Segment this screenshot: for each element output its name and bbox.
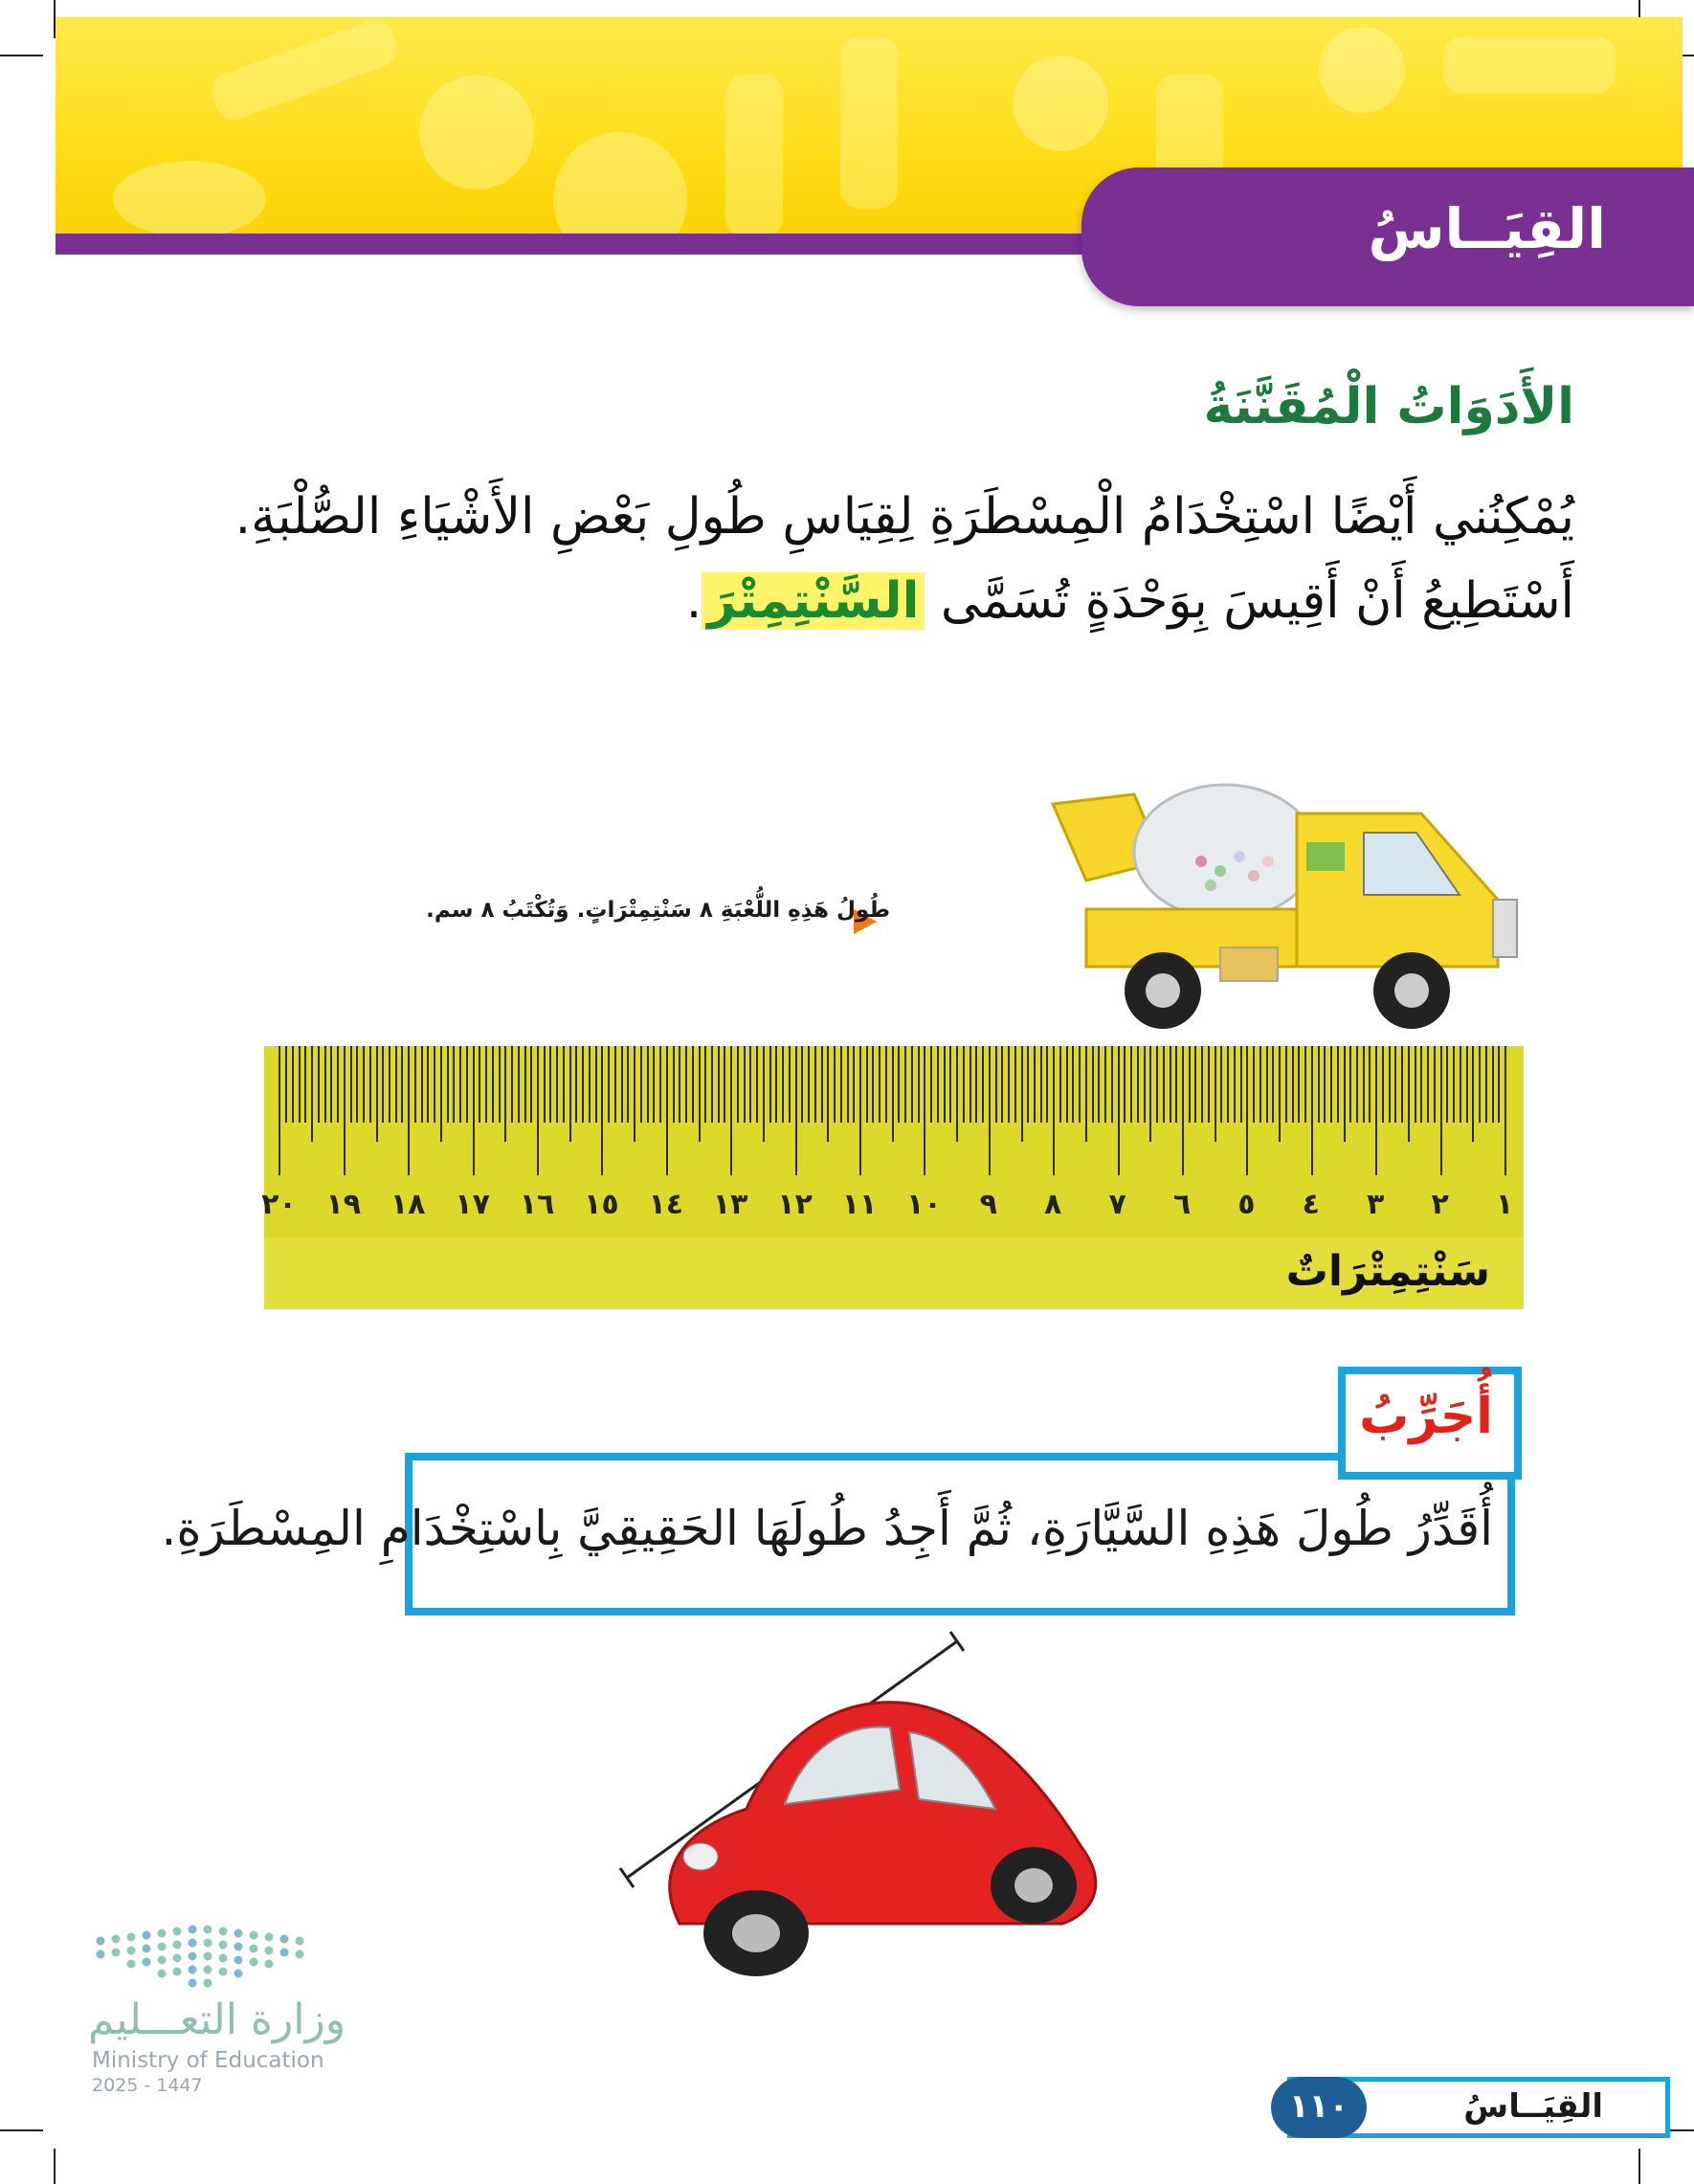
- ruler-tick: [1453, 1046, 1455, 1123]
- ruler-tick: [1072, 1046, 1074, 1123]
- ruler-tick: [330, 1046, 332, 1123]
- ruler-number: ١٢: [777, 1188, 813, 1221]
- ruler-tick: [1149, 1046, 1151, 1142]
- ruler-tick: [1446, 1046, 1448, 1123]
- ruler-tick: [1130, 1046, 1132, 1123]
- ruler-tick: [1215, 1046, 1216, 1142]
- ruler-tick: [344, 1046, 345, 1175]
- ruler-tick: [1227, 1046, 1229, 1123]
- ruler-tick: [504, 1046, 506, 1142]
- ruler-number: ١٨: [390, 1188, 426, 1221]
- ruler-number: ٢: [1431, 1188, 1449, 1221]
- ruler-tick: [1175, 1046, 1177, 1123]
- ruler-tick: [1156, 1046, 1158, 1123]
- ruler-tick: [1008, 1046, 1010, 1123]
- ruler-tick: [1040, 1046, 1042, 1123]
- ruler-tick: [1285, 1046, 1287, 1123]
- ruler-tick: [434, 1046, 435, 1123]
- ruler-tick: [389, 1046, 390, 1123]
- ruler-tick: [447, 1046, 449, 1123]
- ruler-tick: [1505, 1046, 1506, 1175]
- ruler-tick: [1001, 1046, 1003, 1123]
- ruler-tick: [699, 1046, 701, 1142]
- ruler-tick: [1311, 1046, 1313, 1175]
- ruler-tick: [376, 1046, 378, 1142]
- ruler-tick: [563, 1046, 565, 1123]
- ruler-tick: [1337, 1046, 1339, 1123]
- ruler-tick: [859, 1046, 861, 1175]
- ruler-tick: [1415, 1046, 1416, 1123]
- ruler-tick: [292, 1046, 294, 1123]
- chapter-title-tab: [1081, 167, 1694, 306]
- ruler-tick: [601, 1046, 603, 1175]
- crop-mark: [54, 2149, 56, 2184]
- ruler-tick: [1356, 1046, 1358, 1123]
- ruler-tick: [937, 1046, 939, 1123]
- ruler-tick: [511, 1046, 513, 1123]
- ruler-tick: [782, 1046, 784, 1123]
- ruler-tick: [801, 1046, 803, 1123]
- ruler-tick: [1208, 1046, 1210, 1123]
- ruler-number: ١: [1495, 1188, 1514, 1221]
- ruler-tick: [1492, 1046, 1494, 1123]
- ruler-tick: [356, 1046, 358, 1123]
- ruler-tick: [898, 1046, 900, 1123]
- ruler-tick: [544, 1046, 546, 1123]
- ruler-tick: [1304, 1046, 1306, 1123]
- ruler-tick: [1279, 1046, 1281, 1142]
- ruler-tick: [1104, 1046, 1106, 1123]
- ruler-number: ٢٠: [261, 1188, 297, 1221]
- ruler-tick: [1401, 1046, 1403, 1123]
- ministry-year: 2025 - 1447: [92, 2075, 203, 2096]
- ruler-tick: [885, 1046, 887, 1123]
- ruler-tick: [311, 1046, 313, 1142]
- ruler-tick: [892, 1046, 894, 1142]
- ruler-tick: [1369, 1046, 1371, 1123]
- ruler-number: ١٩: [325, 1188, 362, 1221]
- ruler-tick: [1201, 1046, 1203, 1123]
- ruler-tick: [485, 1046, 487, 1123]
- footer-label: القِيَــاسُ: [1463, 2087, 1603, 2126]
- ruler-tick: [808, 1046, 810, 1123]
- ruler-tick: [840, 1046, 842, 1123]
- ruler-tick: [473, 1046, 475, 1175]
- ruler-tick: [1144, 1046, 1146, 1123]
- ruler-number: ١٠: [906, 1188, 942, 1221]
- ruler-tick: [1382, 1046, 1384, 1123]
- ruler-tick: [1194, 1046, 1196, 1123]
- figure-caption: طُولُ هَذِهِ اللُّعْبَةِ ٨ سَنْتِمِتْرَاتٍ. وَتُكْتَبُ ٨ سم.: [426, 898, 890, 923]
- ruler-tick: [1182, 1046, 1184, 1175]
- ruler-tick: [556, 1046, 558, 1123]
- ruler-number: ٩: [979, 1188, 997, 1221]
- paragraph-line-2: أَسْتَطِيعُ أَنْ أَقِيسَ بِوَحْدَةٍ تُسَمَّى السَّنْتِمِتْرَ.: [685, 572, 1574, 630]
- ruler-tick: [634, 1046, 635, 1142]
- try-label: أُجَرِّبُ: [1359, 1388, 1493, 1445]
- ruler-tick: [1220, 1046, 1222, 1123]
- ruler-tick: [1240, 1046, 1242, 1123]
- ruler-tick: [1292, 1046, 1294, 1123]
- ruler-tick: [395, 1046, 397, 1123]
- ruler: [261, 1046, 1524, 1309]
- ruler-tick: [589, 1046, 591, 1123]
- ruler-unit-label: سَنْتِمِتْرَاتٌ: [1285, 1247, 1490, 1296]
- ruler-tick: [989, 1046, 991, 1175]
- ruler-tick: [1163, 1046, 1165, 1123]
- ruler-tick: [440, 1046, 442, 1142]
- ruler-tick: [575, 1046, 577, 1123]
- ruler-tick: [1420, 1046, 1422, 1123]
- ruler-tick: [627, 1046, 629, 1123]
- ruler-tick: [763, 1046, 765, 1142]
- ruler-tick: [337, 1046, 339, 1123]
- ruler-tick: [279, 1046, 280, 1175]
- ruler-tick: [569, 1046, 571, 1142]
- ruler-tick: [1298, 1046, 1300, 1123]
- ruler-tick: [949, 1046, 951, 1123]
- chapter-title: القِيَــاسُ: [1368, 196, 1606, 261]
- ruler-number: ١٦: [519, 1188, 555, 1221]
- ruler-tick: [582, 1046, 584, 1123]
- ruler-tick: [1440, 1046, 1442, 1175]
- ruler-tick: [530, 1046, 532, 1123]
- ruler-tick: [1234, 1046, 1236, 1123]
- ruler-tick: [956, 1046, 958, 1142]
- ruler-tick: [730, 1046, 732, 1175]
- ruler-tick: [518, 1046, 520, 1123]
- toy-truck-image: [1048, 775, 1546, 1043]
- ruler-tick: [1375, 1046, 1377, 1175]
- ruler-tick: [414, 1046, 416, 1123]
- ruler-tick: [1111, 1046, 1113, 1123]
- ruler-number: ١٧: [455, 1188, 490, 1221]
- ministry-name-arabic: وزارة التعـــليم: [88, 1995, 345, 2044]
- ruler-tick: [1485, 1046, 1487, 1123]
- ruler-tick: [1021, 1046, 1023, 1142]
- ruler-tick: [1046, 1046, 1048, 1123]
- paragraph-line-1: يُمْكِنُني أَيْضًا اسْتِخْدَامُ الْمِسْطَرَةِ لِقِيَاسِ طُولِ بَعْضِ الأَشْيَاءِ الصُّلْبَةِ.: [234, 488, 1574, 546]
- ruler-number: ٥: [1237, 1188, 1256, 1221]
- ruler-tick: [1118, 1046, 1120, 1175]
- ruler-tick: [975, 1046, 977, 1123]
- page-number: ١١٠: [1271, 2077, 1367, 2138]
- ruler-tick: [350, 1046, 352, 1123]
- ruler-tick: [479, 1046, 480, 1123]
- ruler-tick: [795, 1046, 797, 1175]
- ruler-tick: [1246, 1046, 1248, 1175]
- ruler-tick: [1092, 1046, 1094, 1123]
- ruler-tick: [918, 1046, 920, 1123]
- ruler-number: ١٥: [584, 1188, 619, 1221]
- ruler-tick: [1394, 1046, 1396, 1123]
- red-car-image: [613, 1627, 1148, 1991]
- ruler-tick: [685, 1046, 687, 1123]
- ruler-tick: [737, 1046, 739, 1123]
- ruler-tick: [963, 1046, 965, 1123]
- ruler-tick: [704, 1046, 706, 1123]
- ruler-tick: [1189, 1046, 1191, 1123]
- ruler-tick: [775, 1046, 777, 1123]
- ruler-tick: [789, 1046, 791, 1123]
- ruler-tick: [499, 1046, 501, 1123]
- ruler-tick: [1014, 1046, 1016, 1123]
- ruler-tick: [904, 1046, 906, 1123]
- ruler-tick: [692, 1046, 694, 1123]
- ruler-tick: [872, 1046, 874, 1123]
- ruler-tick: [724, 1046, 725, 1123]
- ruler-tick: [363, 1046, 365, 1123]
- ruler-tick: [821, 1046, 823, 1123]
- ruler-number: ٣: [1367, 1188, 1385, 1221]
- ruler-tick: [1479, 1046, 1481, 1123]
- ruler-tick: [595, 1046, 597, 1123]
- ruler-tick: [427, 1046, 429, 1123]
- ruler-tick: [749, 1046, 751, 1123]
- try-instruction: أُقَدِّرُ طُولَ هَذِهِ السَّيَّارَةِ، ثُمَّ أَجِدُ طُولَهَا الحَقِيقِيَّ بِاسْتِخْدَامِ المِسْطَرَةِ.: [161, 1501, 1493, 1556]
- ruler-tick: [930, 1046, 932, 1123]
- ruler-tick: [995, 1046, 997, 1123]
- ruler-tick: [879, 1046, 880, 1123]
- ruler-tick: [1318, 1046, 1320, 1123]
- ruler-tick: [1079, 1046, 1081, 1123]
- ruler-tick: [744, 1046, 746, 1123]
- ruler-tick: [621, 1046, 623, 1123]
- ruler-tick: [318, 1046, 320, 1123]
- ruler-tick: [756, 1046, 758, 1123]
- ruler-tick: [1124, 1046, 1126, 1123]
- ruler-tick: [304, 1046, 306, 1123]
- ruler-tick: [659, 1046, 661, 1123]
- ruler-tick: [1170, 1046, 1171, 1123]
- ruler-tick: [1434, 1046, 1436, 1123]
- ruler-tick: [1472, 1046, 1474, 1142]
- ruler-number: ١١: [841, 1188, 878, 1221]
- ruler-tick: [1427, 1046, 1429, 1123]
- ruler-tick: [827, 1046, 829, 1142]
- ruler-tick: [608, 1046, 610, 1123]
- ruler-tick: [324, 1046, 326, 1123]
- ruler-tick: [924, 1046, 925, 1175]
- ruler-tick: [666, 1046, 668, 1175]
- ruler-tick: [549, 1046, 551, 1123]
- ruler-tick: [911, 1046, 913, 1123]
- ruler-tick: [492, 1046, 494, 1123]
- page-footer: [1287, 2077, 1670, 2138]
- ruler-tick: [1137, 1046, 1139, 1123]
- ruler-tick: [866, 1046, 868, 1123]
- ruler-tick: [1034, 1046, 1036, 1123]
- ruler-tick: [853, 1046, 855, 1123]
- ruler-tick: [299, 1046, 301, 1123]
- ruler-tick: [970, 1046, 971, 1123]
- ruler-tick: [834, 1046, 836, 1123]
- ruler-tick: [453, 1046, 455, 1123]
- ruler-tick: [285, 1046, 287, 1123]
- ruler-tick: [1259, 1046, 1261, 1123]
- ruler-tick: [814, 1046, 816, 1123]
- ruler-tick: [944, 1046, 946, 1123]
- ministry-name-english: Ministry of Education: [92, 2048, 324, 2073]
- highlighted-term: السَّنْتِمِتْرَ: [702, 572, 925, 630]
- ruler-tick: [1266, 1046, 1268, 1123]
- ruler-tick: [614, 1046, 616, 1123]
- ruler-tick: [408, 1046, 410, 1175]
- section-heading: الأَدَوَاتُ الْمُقَنَّنَةُ: [1203, 378, 1574, 435]
- ruler-tick: [537, 1046, 539, 1175]
- ruler-tick: [1330, 1046, 1332, 1123]
- ruler-tick: [769, 1046, 771, 1123]
- ruler-tick: [1066, 1046, 1068, 1123]
- ruler-tick: [1324, 1046, 1326, 1123]
- ruler-tick: [459, 1046, 461, 1123]
- crop-mark: [0, 2129, 43, 2131]
- ruler-tick: [1098, 1046, 1100, 1123]
- ruler-tick: [1389, 1046, 1391, 1123]
- ruler-tick: [1498, 1046, 1500, 1123]
- ruler-tick: [711, 1046, 713, 1123]
- crop-mark: [1638, 2149, 1640, 2184]
- ruler-tick: [1027, 1046, 1029, 1123]
- ruler-tick: [466, 1046, 468, 1123]
- ruler-tick: [1408, 1046, 1410, 1142]
- try-label-box: [1338, 1367, 1522, 1480]
- ruler-tick: [718, 1046, 720, 1123]
- ruler-tick: [382, 1046, 384, 1123]
- ruler-tick: [369, 1046, 371, 1123]
- ruler-tick: [1344, 1046, 1346, 1142]
- ruler-number: ١٣: [712, 1188, 748, 1221]
- ruler-tick: [1253, 1046, 1255, 1123]
- crop-mark: [0, 55, 43, 56]
- ruler-scale: [261, 1046, 1524, 1237]
- ruler-tick: [401, 1046, 403, 1123]
- ruler-tick: [1466, 1046, 1468, 1123]
- ruler-tick: [1085, 1046, 1087, 1142]
- ruler-number: ٨: [1044, 1188, 1062, 1221]
- ruler-tick: [1059, 1046, 1061, 1123]
- ruler-tick: [1363, 1046, 1365, 1123]
- ruler-tick: [673, 1046, 675, 1123]
- ruler-tick: [421, 1046, 423, 1123]
- ruler-tick: [640, 1046, 642, 1123]
- ruler-tick: [847, 1046, 849, 1123]
- ruler-tick: [1272, 1046, 1274, 1123]
- ruler-tick: [1349, 1046, 1351, 1123]
- ruler-number: ٦: [1172, 1188, 1192, 1221]
- ruler-tick: [679, 1046, 680, 1123]
- ruler-number: ١٤: [648, 1188, 684, 1221]
- ruler-tick: [1460, 1046, 1461, 1123]
- ruler-tick: [647, 1046, 649, 1123]
- ruler-tick: [653, 1046, 655, 1123]
- ruler-number: ٧: [1108, 1188, 1126, 1221]
- ruler-number: ٤: [1302, 1188, 1320, 1221]
- ruler-tick: [1053, 1046, 1055, 1175]
- ruler-tick: [524, 1046, 526, 1123]
- ruler-tick: [982, 1046, 984, 1123]
